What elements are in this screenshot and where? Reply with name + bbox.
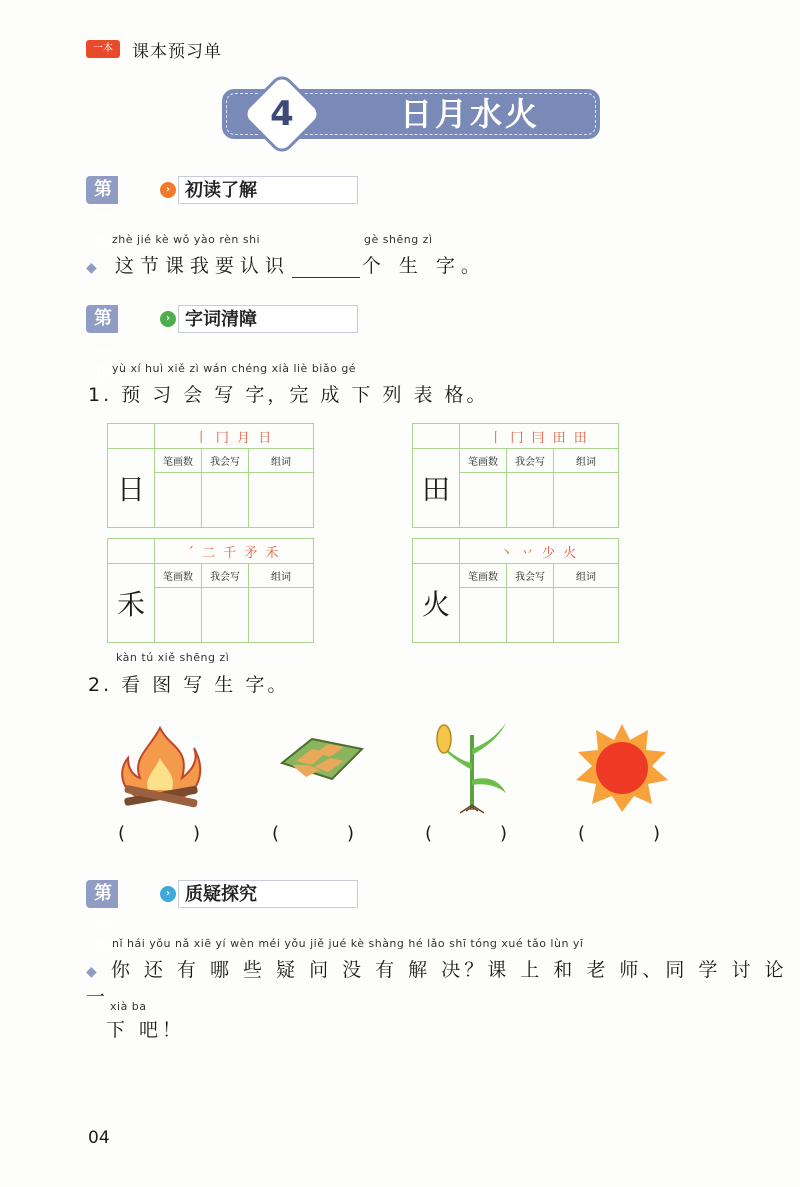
answer-paren-1[interactable]: ( ) <box>118 823 201 844</box>
words-cell[interactable] <box>554 472 619 527</box>
book-tag: 一本 <box>86 40 120 58</box>
step3-pinyin-a: nǐ hái yǒu nǎ xiē yí wèn méi yǒu jiě jué kè shàng hé lǎo shī tóng xué tǎo lùn yī <box>112 937 584 950</box>
step1-label: 第一步 <box>86 176 118 204</box>
target-char: 日 <box>108 449 155 528</box>
arrow-right-icon: › <box>160 311 176 327</box>
header-strokes: 笔画数 <box>460 449 507 473</box>
step1-pinyin-a: zhè jié kè wǒ yào rèn shi <box>112 233 261 246</box>
target-char: 火 <box>413 564 460 643</box>
stroke-count-cell[interactable] <box>460 587 507 642</box>
words-cell[interactable] <box>249 587 314 642</box>
char-table-ri <box>107 423 314 528</box>
step3-name: 质疑探究 <box>178 880 358 908</box>
header-strokes: 笔画数 <box>460 564 507 588</box>
header-write: 我会写 <box>507 449 554 473</box>
q2-text: 2. 看 图 写 生 字。 <box>88 674 290 696</box>
stroke-order: 丨 冂 月 日 <box>155 424 314 449</box>
write-cell[interactable] <box>202 587 249 642</box>
step2-label: 第二步 <box>86 305 118 333</box>
page-number: 04 <box>88 1128 110 1148</box>
stroke-order: 丶 丷 少 火 <box>460 539 619 564</box>
answer-paren-4[interactable]: ( ) <box>578 823 661 844</box>
step1-line <box>86 251 486 278</box>
stroke-count-cell[interactable] <box>155 472 202 527</box>
diamond-bullet-icon: ◆ <box>86 260 103 276</box>
words-cell[interactable] <box>249 472 314 527</box>
step3-label: 第三步 <box>86 880 118 908</box>
header-words: 组词 <box>554 564 619 588</box>
char-table-he <box>107 538 314 643</box>
header-strokes: 笔画数 <box>155 564 202 588</box>
lesson-number: 4 <box>270 94 294 134</box>
sun-icon <box>572 722 672 812</box>
arrow-right-icon: › <box>160 182 176 198</box>
words-cell[interactable] <box>554 587 619 642</box>
header-strokes: 笔画数 <box>155 449 202 473</box>
stroke-count-cell[interactable] <box>155 587 202 642</box>
step2-name: 字词清障 <box>178 305 358 333</box>
answer-blank[interactable] <box>292 259 360 278</box>
step1-text-b: 个 生 字。 <box>361 255 486 277</box>
answer-paren-2[interactable]: ( ) <box>272 823 355 844</box>
step1-pinyin-b: gè shēng zì <box>364 233 433 246</box>
target-char: 禾 <box>108 564 155 643</box>
step3-pinyin-b: xià ba <box>110 1000 147 1013</box>
corn-plant-icon <box>430 715 510 815</box>
header-words: 组词 <box>249 564 314 588</box>
stroke-order: ˊ 二 千 矛 禾 <box>155 539 314 564</box>
target-char: 田 <box>413 449 460 528</box>
write-cell[interactable] <box>507 587 554 642</box>
header-write: 我会写 <box>507 564 554 588</box>
lesson-title: 日月水火 <box>399 95 540 133</box>
q1-text: 1. 预 习 会 写 字，完 成 下 列 表 格。 <box>88 384 489 406</box>
diamond-bullet-icon: ◆ <box>86 964 101 980</box>
step1-text-a: 这节课我要认识 <box>114 255 290 277</box>
arrow-right-icon: › <box>160 886 176 902</box>
q1-pinyin: yù xí huì xiě zì wán chéng xià liè biǎo gé <box>112 362 357 375</box>
q2-pinyin: kàn tú xiě shēng zì <box>116 651 230 664</box>
fire-icon <box>110 718 210 808</box>
step3-line <box>86 955 800 1009</box>
stroke-order: 丨 冂 冃 田 田 <box>460 424 619 449</box>
step1-name: 初读了解 <box>178 176 358 204</box>
field-icon <box>268 735 368 785</box>
header-write: 我会写 <box>202 449 249 473</box>
answer-paren-3[interactable]: ( ) <box>425 823 508 844</box>
header-write: 我会写 <box>202 564 249 588</box>
header-title: 课本预习单 <box>132 42 222 62</box>
stroke-count-cell[interactable] <box>460 472 507 527</box>
char-table-huo <box>412 538 619 643</box>
write-cell[interactable] <box>507 472 554 527</box>
header-words: 组词 <box>249 449 314 473</box>
write-cell[interactable] <box>202 472 249 527</box>
step3-text-a: 你 还 有 哪 些 疑 问 没 有 解 决？课 上 和 老 师、同 学 讨 论 一 <box>86 959 788 1008</box>
header-words: 组词 <box>554 449 619 473</box>
char-table-tian <box>412 423 619 528</box>
step3-text-b: 下 吧！ <box>106 1019 186 1041</box>
